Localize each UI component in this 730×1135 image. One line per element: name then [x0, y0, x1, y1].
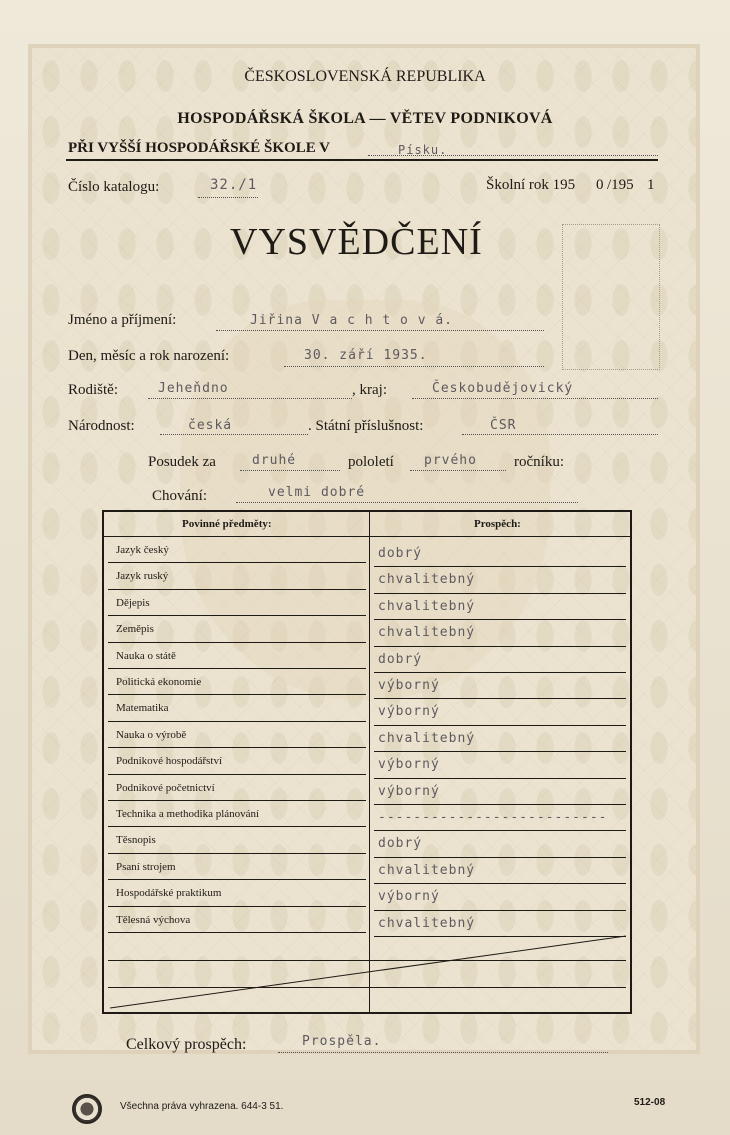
subject-name: Jazyk český: [116, 544, 169, 556]
conduct-label: Chování:: [152, 488, 207, 504]
conduct-dotted-line: [236, 502, 578, 503]
header-rule: [66, 159, 658, 161]
school-year-sep: /195: [607, 177, 634, 193]
subject-name: Matematika: [116, 702, 169, 715]
subject-grade: výborný: [378, 783, 440, 799]
overall-value: Prospěla.: [302, 1034, 382, 1049]
citizenship-dotted-line: [462, 434, 658, 435]
birthplace-value: Jeheňdno: [158, 381, 229, 396]
subject-grade: výborný: [378, 704, 440, 720]
subject-grade: výborný: [378, 889, 440, 905]
assessment-half-label: pololetí: [348, 454, 394, 470]
birth-dotted-line: [284, 366, 544, 367]
subject-name: Technika a methodika plánování: [116, 808, 260, 820]
subject-grade: dobrý: [378, 836, 423, 852]
cancel-diagonal: [104, 512, 630, 1012]
citizenship-value: ČSR: [490, 418, 517, 433]
subject-grade: výborný: [378, 757, 440, 773]
school-year-label: Školní rok 195: [486, 177, 576, 193]
overall-dotted-line: [278, 1052, 608, 1053]
assessment-year-label: ročníku:: [514, 454, 564, 470]
subject-name: Podnikové početnictví: [116, 781, 215, 794]
subject-grade: výborný: [378, 678, 440, 693]
subject-name: Politická ekonomie: [116, 676, 202, 688]
school-subheading: PŘI VYŠŠÍ HOSPODÁŘSKÉ ŠKOLE V: [68, 140, 331, 156]
subject-grade: chvalitebný: [378, 915, 476, 931]
name-label: Jméno a příjmení:: [68, 312, 177, 328]
subjects-column-header: Povinné předměty:: [182, 518, 272, 530]
subject-name: Tělesná výchova: [116, 913, 191, 926]
document-title: VYSVĚDČENÍ: [230, 221, 483, 263]
grades-column-header: Prospěch:: [474, 518, 521, 530]
publisher-seal-icon: [72, 1094, 102, 1124]
school-year-to: 1: [647, 177, 655, 193]
nationality-value: česká: [188, 418, 233, 433]
subject-name: Hospodářské praktikum: [116, 887, 222, 900]
birthplace-label: Rodiště:: [68, 382, 119, 398]
subject-grade: dobrý: [378, 546, 423, 561]
assessment-prefix: Posudek za: [148, 454, 216, 470]
subject-name: Těsnopis: [116, 834, 156, 847]
subject-name: Zeměpis: [116, 623, 154, 636]
school-year-from: 0: [596, 177, 604, 193]
subject-grade: chvalitebný: [378, 730, 476, 746]
half-dotted-line: [240, 470, 340, 471]
overall-label: Celkový prospěch:: [126, 1036, 247, 1053]
photo-placeholder-box: [562, 224, 660, 370]
subject-grade: chvalitebný: [378, 862, 476, 878]
subject-name: Psaní strojem: [116, 860, 176, 873]
subject-grade: chvalitebný: [378, 572, 476, 588]
region-dotted-line: [412, 398, 658, 399]
catalog-label: Číslo katalogu:: [68, 179, 160, 195]
grades-table: [102, 510, 632, 1014]
subject-name: Nauka o státě: [116, 649, 176, 662]
subject-grade: --------------------------: [378, 810, 608, 825]
rights-notice: Všechna práva vyhrazena. 644-3 51.: [120, 1101, 284, 1112]
subject-name: Podnikové hospodářství: [116, 755, 223, 768]
name-value: Jiřina V a c h t o v á.: [250, 313, 454, 328]
birth-label: Den, měsíc a rok narození:: [68, 348, 230, 364]
school-town: Písku.: [398, 143, 448, 157]
catalog-dotted-line: [198, 197, 258, 198]
subject-grade: dobrý: [378, 651, 423, 667]
region-value: Českobudějovický: [432, 381, 574, 396]
form-number: 512-08: [634, 1097, 666, 1108]
subject-name: Jazyk ruský: [116, 570, 169, 583]
assessment-year: prvého: [424, 453, 477, 468]
birth-value: 30. září 1935.: [304, 348, 428, 363]
empty-row-line: [108, 1013, 626, 1014]
conduct-value: velmi dobré: [268, 485, 366, 500]
assessment-half: druhé: [252, 453, 297, 468]
subject-grade: chvalitebný: [378, 598, 476, 614]
year-dotted-line: [410, 470, 506, 471]
school-heading: HOSPODÁŘSKÁ ŠKOLA — VĚTEV PODNIKOVÁ: [177, 110, 553, 127]
republic-heading: ČESKOSLOVENSKÁ REPUBLIKA: [244, 68, 486, 85]
subject-name: Dějepis: [116, 596, 150, 609]
birthplace-dotted-line: [148, 398, 352, 399]
nationality-label: Národnost:: [68, 418, 135, 434]
citizenship-label: . Státní příslušnost:: [308, 418, 424, 434]
catalog-value: 32./1: [210, 177, 258, 193]
subject-name: Nauka o výrobě: [116, 728, 187, 741]
name-dotted-line: [216, 330, 544, 331]
nationality-dotted-line: [160, 434, 308, 435]
subject-grade: chvalitebný: [378, 625, 476, 641]
region-label: , kraj:: [352, 382, 387, 398]
